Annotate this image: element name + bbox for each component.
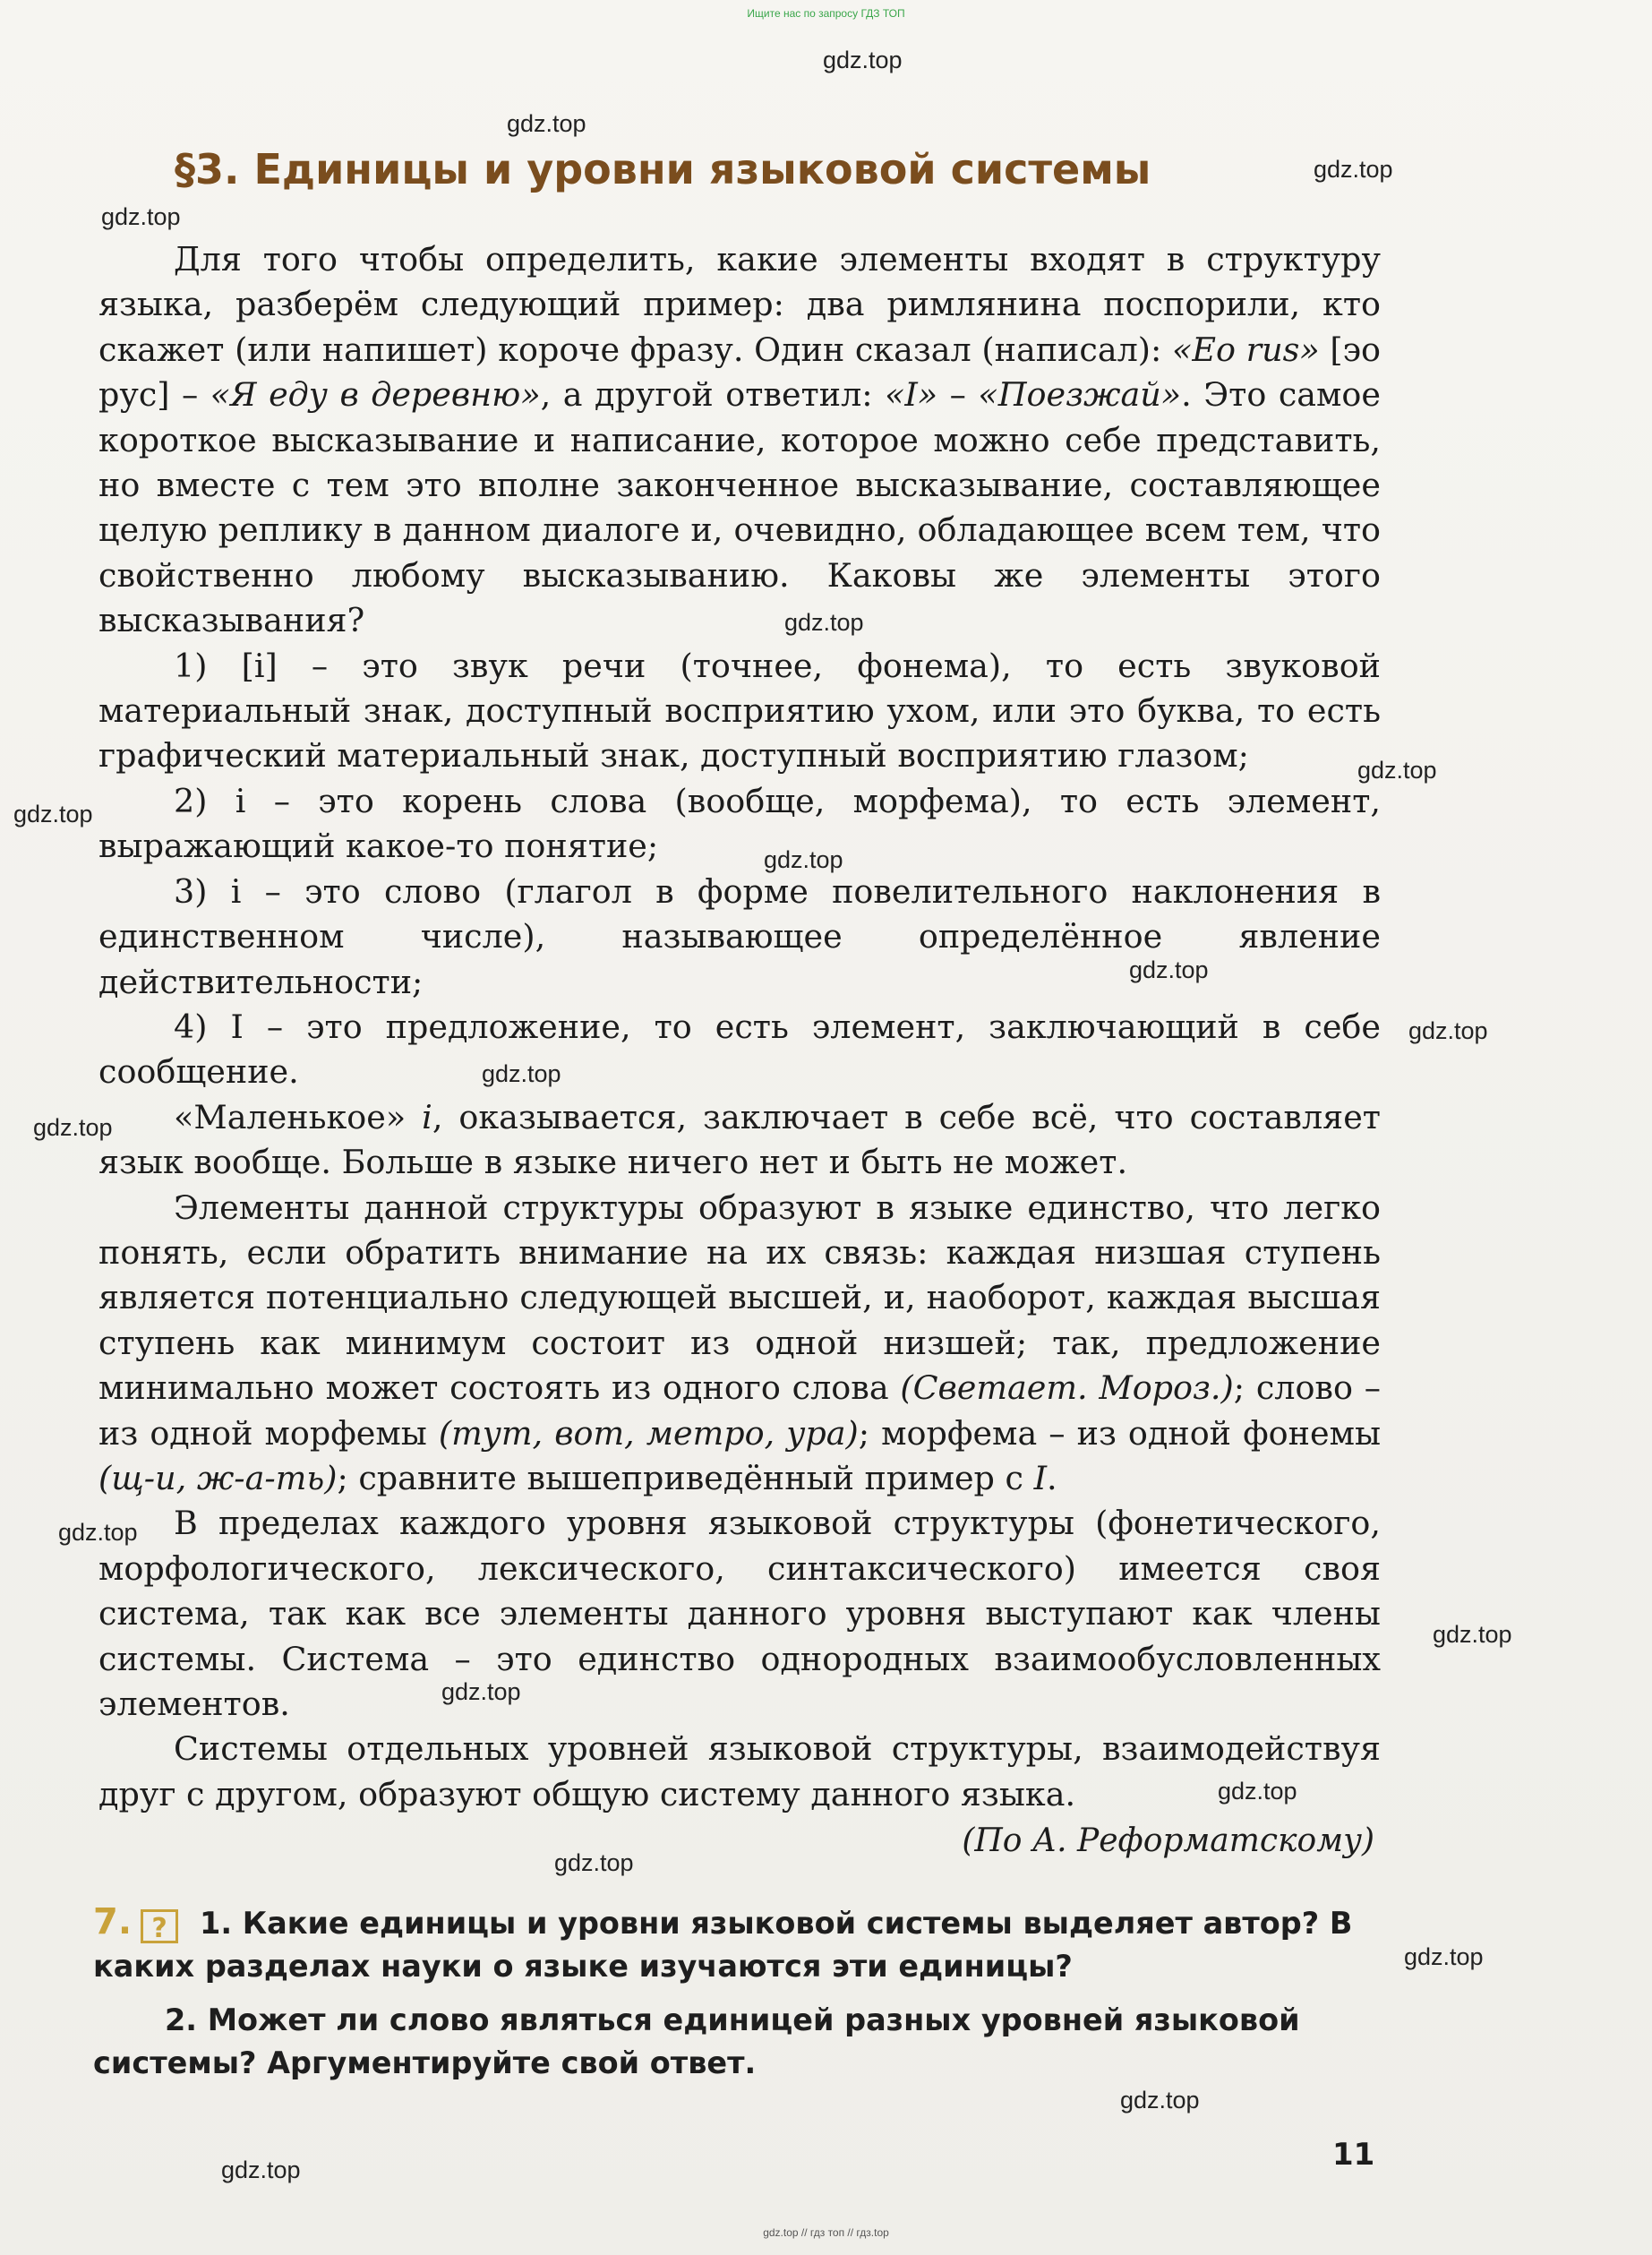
- text-run: –: [937, 375, 979, 415]
- text-run: , а другой ответил:: [540, 375, 886, 415]
- question-box-icon: ?: [141, 1909, 178, 1943]
- italic-example: «I»: [885, 375, 938, 415]
- watermark: gdz.top: [221, 2156, 301, 2183]
- text-run: 4) I – это предложение, то есть элемент, заключающий в себе сообщение.: [98, 1007, 1381, 1092]
- text-run: ; морфема – из одной фонемы: [858, 1413, 1382, 1453]
- text-run: . Это самое короткое высказывание и написание, которое можно себе представить, но вместе с тем это вполне законченное высказывание, составляющее целую реплику в данном диалоге и, очевидно, обладающее всем тем, что свойственно любому высказыванию. Каковы же элементы этого высказывания?: [98, 375, 1381, 640]
- paragraph: [98, 237, 1381, 644]
- italic-example: (тут, вот, метро, ура): [438, 1413, 859, 1453]
- footer-note: gdz.top // гдз топ // гдз.top: [763, 2226, 889, 2239]
- text-run: ; сравните вышеприведённый пример с: [337, 1458, 1034, 1497]
- watermark: gdz.top: [764, 846, 843, 873]
- watermark: gdz.top: [101, 203, 181, 230]
- text-run: 1) [i] – это звук речи (точнее, фонема), то есть звуковой материальный знак, доступный восприятию ухом, или это буква, то есть графический материальный знак, доступный восприятию глазом;: [98, 646, 1381, 776]
- paragraph: [98, 1186, 1381, 1502]
- italic-example: (щ-и, ж-а-ть): [98, 1458, 338, 1497]
- source-attribution: (По А. Реформатскому): [962, 1822, 1374, 1859]
- paragraph: [98, 1727, 1381, 1817]
- watermark: gdz.top: [1408, 1017, 1488, 1044]
- page-title: §3. Единицы и уровни языковой системы: [175, 145, 1151, 193]
- italic-example: «Поезжай»: [978, 375, 1182, 415]
- watermark: gdz.top: [33, 1114, 113, 1141]
- text-run: В пределах каждого уровня языковой структуры (фонетического, морфологического, лексического, синтаксического) имеется своя система, так как все элементы данного уровня выступают как члены системы. Система – это единство однородных взаимообусловленных элементов.: [98, 1504, 1381, 1723]
- watermark: gdz.top: [784, 609, 864, 636]
- paragraph: [98, 644, 1381, 779]
- italic-example: «Я еду в деревню»: [210, 375, 541, 415]
- text-run: [эо рус] –: [98, 330, 1381, 415]
- text-run: 3) i – это слово (глагол в форме повелительного наклонения в единственном числе), называющее определённое явление действительности;: [98, 871, 1381, 1001]
- watermark: gdz.top: [1120, 2087, 1200, 2114]
- page-number: 11: [1332, 2137, 1375, 2173]
- italic-example: I: [1033, 1458, 1047, 1497]
- header-note: Ищите нас по запросу ГДЗ ТОП: [747, 7, 905, 20]
- italic-example: «Eo rus»: [1172, 330, 1320, 369]
- watermark: gdz.top: [441, 1678, 521, 1705]
- task-question-1: 1. Какие единицы и уровни языковой системы выделяет автор? В каких разделах науки о языке изучаются эти единицы?: [93, 1906, 1353, 1984]
- paragraph: [98, 870, 1381, 1005]
- italic-example: i: [422, 1097, 432, 1136]
- italic-example: (Светает. Мороз.): [900, 1368, 1234, 1408]
- watermark: gdz.top: [1218, 1778, 1297, 1805]
- paragraph: [98, 1005, 1381, 1095]
- text-run: ; слово – из одной морфемы: [98, 1368, 1381, 1453]
- text-run: «Маленькое»: [174, 1097, 423, 1136]
- paragraph: [98, 1501, 1381, 1727]
- watermark: gdz.top: [1404, 1943, 1484, 1970]
- text-run: .: [1047, 1458, 1057, 1497]
- text-run: Для того чтобы определить, какие элементы входят в структуру языка, разберём следующий пример: два римлянина поспорили, кто скажет (или напишет) короче фразу. Один сказал (написал):: [98, 240, 1381, 369]
- watermark: gdz.top: [554, 1849, 634, 1876]
- watermark: gdz.top: [58, 1519, 138, 1546]
- watermark: gdz.top: [482, 1060, 561, 1087]
- watermark: gdz.top: [13, 801, 93, 827]
- task-number: 7.: [93, 1901, 133, 1942]
- watermark: gdz.top: [507, 110, 586, 137]
- text-run: Элементы данной структуры образуют в языке единство, что легко понять, если обратить внимание на их связь: каждая низшая ступень является потенциально следующей высшей, и, наоборот, каждая высшая ступень как минимум состоит из одной низшей; так, предложение минимально может состоять из одного слова: [98, 1188, 1381, 1408]
- watermark: gdz.top: [1314, 156, 1393, 183]
- paragraph: [98, 779, 1381, 870]
- text-run: Системы отдельных уровней языковой структуры, взаимодействуя друг с другом, образуют общую систему данного языка.: [98, 1729, 1381, 1813]
- watermark: gdz.top: [1357, 757, 1437, 784]
- watermark: gdz.top: [823, 47, 903, 73]
- watermark: gdz.top: [1433, 1621, 1512, 1648]
- task-question-2: 2. Может ли слово являться единицей разных уровней языковой системы? Аргументируйте свой ответ.: [93, 2002, 1300, 2080]
- main-text: [98, 237, 1381, 1817]
- paragraph: [98, 1095, 1381, 1186]
- watermark: gdz.top: [1129, 956, 1209, 983]
- task-block: [93, 1900, 1391, 2085]
- text-run: 2) i – это корень слова (вообще, морфема), то есть элемент, выражающий какое-то понятие;: [98, 781, 1381, 866]
- text-run: , оказывается, заключает в себе всё, что составляет язык вообще. Больше в языке ничего нет и быть не может.: [98, 1097, 1381, 1182]
